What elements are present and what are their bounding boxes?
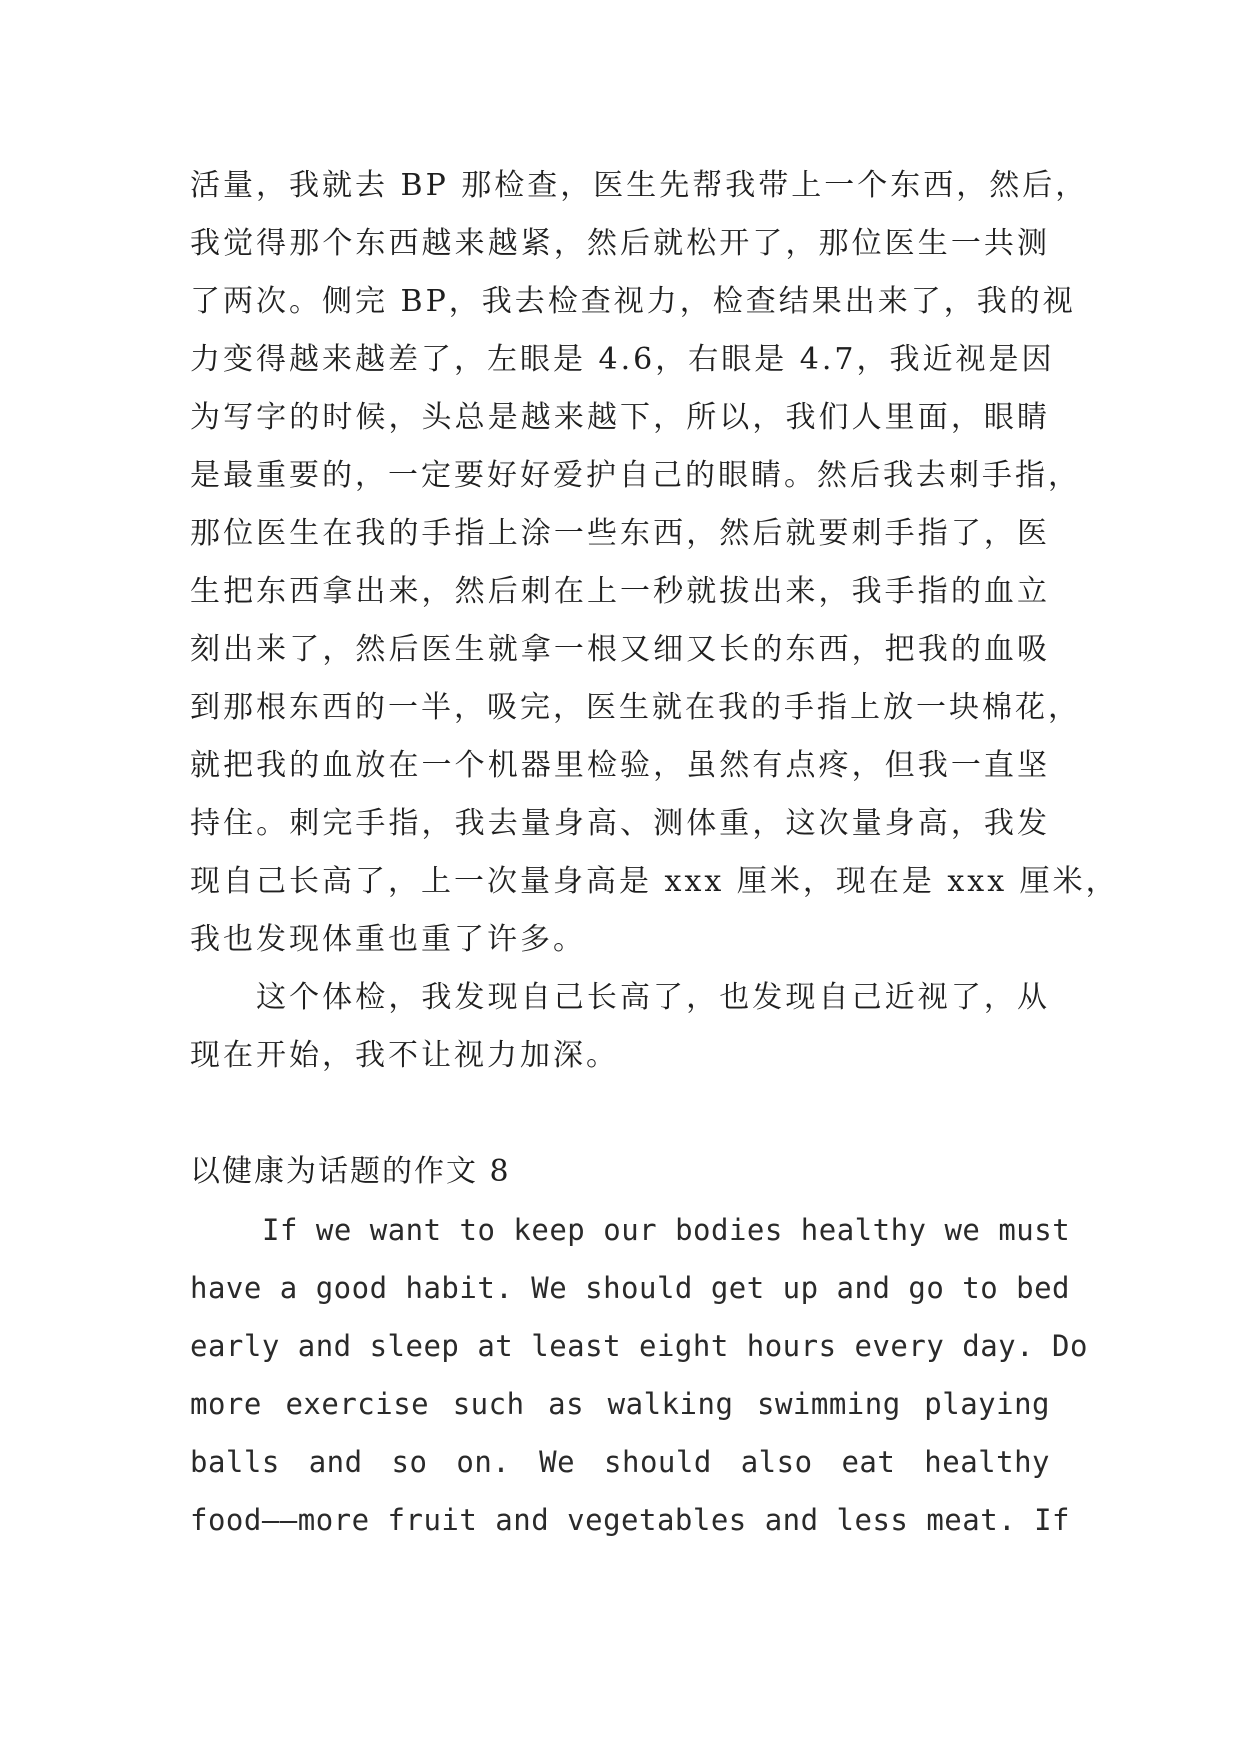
- paragraph-line: 力变得越来越差了，左眼是 4.6，右眼是 4.7，我近视是因: [190, 342, 1055, 377]
- paragraph-line: 现在开始，我不让视力加深。: [190, 1038, 619, 1073]
- paragraph-line: 这个体检，我发现自己长高了，也发现自己近视了，从: [256, 980, 1050, 1015]
- paragraph-line: early and sleep at least eight hours every day. Do: [190, 1329, 1088, 1363]
- paragraph-line: If we want to keep our bodies healthy we must: [262, 1213, 1071, 1247]
- paragraph-line: 到那根东西的一半，吸完，医生就在我的手指上放一块棉花，: [190, 690, 1081, 725]
- paragraph-line: 为写字的时候，头总是越来越下，所以，我们人里面，眼睛: [190, 400, 1050, 435]
- paragraph-line: 了两次。侧完 BP，我去检查视力，检查结果出来了，我的视: [190, 284, 1076, 319]
- paragraph-line: 生把东西拿出来，然后刺在上一秒就拔出来，我手指的血立: [190, 574, 1050, 609]
- paragraph-line: food——more fruit and vegetables and less meat. If: [190, 1503, 1071, 1537]
- paragraph-line: 活量，我就去 BP 那检查，医生先帮我带上一个东西，然后，: [190, 168, 1089, 203]
- paragraph-line: have a good habit. We should get up and go to bed: [190, 1271, 1071, 1305]
- paragraph-line: balls and so on. We should also eat healthy: [190, 1445, 1050, 1479]
- paragraph-line: 我觉得那个东西越来越紧，然后就松开了，那位医生一共测: [190, 226, 1050, 261]
- paragraph-line: 是最重要的，一定要好好爱护自己的眼睛。然后我去刺手指，: [190, 458, 1081, 493]
- paragraph-line: 那位医生在我的手指上涂一些东西，然后就要刺手指了，医: [190, 516, 1050, 551]
- paragraph-line: 持住。刺完手指，我去量身高、测体重，这次量身高，我发: [190, 806, 1050, 841]
- paragraph-line: more exercise such as walking swimming playing: [190, 1387, 1050, 1421]
- paragraph-line: 就把我的血放在一个机器里检验，虽然有点疼，但我一直坚: [190, 748, 1050, 783]
- paragraph-line: 现自己长高了，上一次量身高是 xxx 厘米，现在是 xxx 厘米，: [190, 864, 1119, 899]
- paragraph-line: 刻出来了，然后医生就拿一根又细又长的东西，把我的血吸: [190, 632, 1050, 667]
- paragraph-line: 我也发现体重也重了许多。: [190, 922, 586, 957]
- section-heading: 以健康为话题的作文 8: [190, 1154, 511, 1189]
